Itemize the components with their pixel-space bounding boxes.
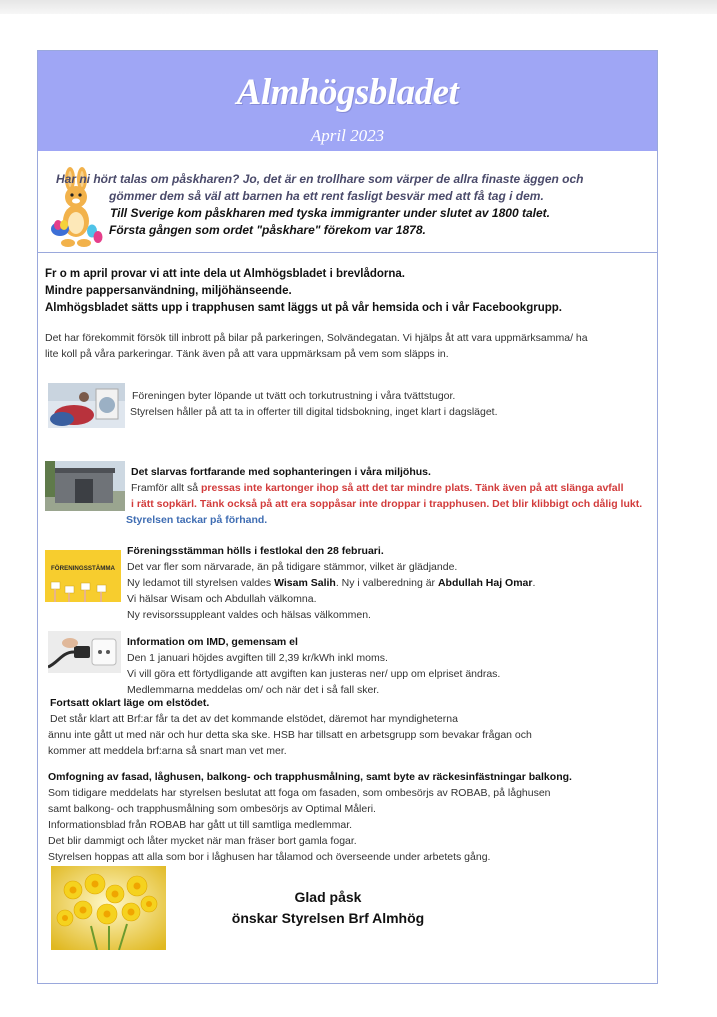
- support-line-1: Det står klart att Brf:ar får ta det av det kommande elstödet, däremot har myndigheterna: [50, 713, 458, 725]
- support-heading: Fortsatt oklart läge om elstödet.: [50, 697, 210, 709]
- meeting-sign-photo: [45, 550, 121, 602]
- newsletter-header: [38, 51, 657, 151]
- electric-plug-photo: [48, 631, 121, 673]
- easter-section: [38, 151, 657, 253]
- waste-thanks: Styrelsen tackar på förhand.: [126, 514, 268, 526]
- easter-line-4: Första gången som ordet "påskhare" förekom var 1878.: [109, 223, 426, 237]
- easter-line-3: Till Sverige kom påskharen med tyska immigranter under slutet av 1800 talet.: [110, 206, 550, 220]
- breakin-line-1: Det har förekommit försök till inbrott på bilar på parkeringen, Solvändegatan. Vi hjälps åt att vara uppmärksamma/ ha: [45, 332, 588, 344]
- meeting-line-2: Ny ledamot till styrelsen valdes Wisam Salih. Ny i valberedning är Abdullah Haj Omar.: [127, 577, 536, 589]
- issue-date: April 2023: [310, 126, 385, 145]
- waste-heading: Det slarvas fortfarande med sophanteringen i våra miljöhus.: [131, 466, 431, 478]
- greeting-line-1: Glad påsk: [294, 889, 362, 905]
- laundry-photo: [48, 383, 125, 428]
- meeting-line-3: Vi hälsar Wisam och Abdullah välkomna.: [127, 593, 317, 605]
- meeting-heading: Föreningsstämman hölls i festlokal den 28 februari.: [127, 545, 384, 557]
- facade-line-1: Som tidigare meddelats har styrelsen beslutat att foga om fasaden, som ombesörjs av ROBAB, på låghusen: [48, 787, 551, 799]
- imd-heading: Information om IMD, gemensam el: [127, 636, 298, 648]
- imd-line-3: Medlemmarna meddelas om/ och när det i så fall sker.: [127, 684, 380, 696]
- facade-line-4: Det blir dammigt och låter mycket när man fräser bort gamla fogar.: [48, 835, 357, 847]
- support-line-2: ännu inte gått ut med när och hur detta ska ske. HSB har tillsatt en arbetsgrupp som bevakar frågan och: [48, 729, 532, 741]
- laundry-line-1: Föreningen byter löpande ut tvätt och torkutrustning i våra tvättstugor.: [132, 390, 456, 402]
- easter-line-2: gömmer dem så väl att barnen ha ett rent fasligt besvär med att få tag i dem.: [109, 189, 544, 203]
- facade-line-2: samt balkong- och trapphusmålning som ombesörjs av Optimal Måleri.: [48, 803, 376, 815]
- imd-line-1: Den 1 januari höjdes avgiften till 2,39 kr/kWh inkl moms.: [127, 652, 388, 664]
- newsletter-page: [37, 50, 658, 984]
- intro-line-1: Fr o m april provar vi att inte dela ut Almhögsbladet i brevlådorna.: [45, 268, 405, 280]
- intro-line-3: Almhögsbladet sätts upp i trapphusen samt läggs ut på vår hemsida och i vår Facebookgrupp.: [45, 302, 562, 314]
- waste-line-1: Framför allt så pressas inte kartonger ihop så att det tar mindre plats. Tänk även på att slänga avfall: [131, 482, 624, 494]
- greeting-line-2: önskar Styrelsen Brf Almhög: [231, 910, 425, 926]
- meeting-line-4: Ny revisorssuppleant valdes och hälsas välkommen.: [127, 609, 371, 621]
- intro-line-2: Mindre pappersanvändning, miljöhänseende.: [45, 285, 292, 297]
- laundry-line-2: Styrelsen håller på att ta in offerter till digital tidsbokning, inget klart i dagsläget.: [130, 406, 498, 418]
- support-line-3: kommer att meddela brf:arna så snart man vet mer.: [48, 745, 287, 757]
- meeting-sign-text: FÖRENINGSSTÄMMA: [51, 565, 115, 572]
- facade-line-5: Styrelsen hoppas att alla som bor i låghusen har tålamod och överseende under arbetets gång.: [48, 851, 491, 863]
- daffodils-photo: [51, 866, 166, 950]
- imd-line-2: Vi vill göra ett förtydligande att avgiften kan justeras ner/ upp om elpriset ändras.: [127, 668, 501, 680]
- meeting-line-1: Det var fler som närvarade, än på tidigare stämmor, vilket är glädjande.: [127, 561, 458, 573]
- facade-heading: Omfogning av fasad, låghusen, balkong- och trapphusmålning, samt byte av räckesinfästningar balkong.: [48, 771, 572, 783]
- viewer-top-bar: [0, 0, 717, 14]
- breakin-line-2: lite koll på våra parkeringar. Tänk även på att vara uppmärksam på vem som släpps in.: [45, 348, 449, 360]
- facade-line-3: Informationsblad från ROBAB har gått ut till samtliga medlemmar.: [48, 819, 353, 831]
- waste-house-photo: [45, 461, 125, 511]
- easter-line-1: Har ni hört talas om påskharen? Jo, det är en trollhare som värper de allra finaste äggen och: [56, 172, 584, 186]
- waste-line-2: i rätt sopkärl. Tänk också på att era soppåsar inte droppar i trapphusen. Det blir klibbigt och dålig lukt.: [131, 498, 643, 510]
- easter-greeting: [168, 887, 488, 929]
- newsletter-title: Almhögsbladet: [236, 72, 459, 113]
